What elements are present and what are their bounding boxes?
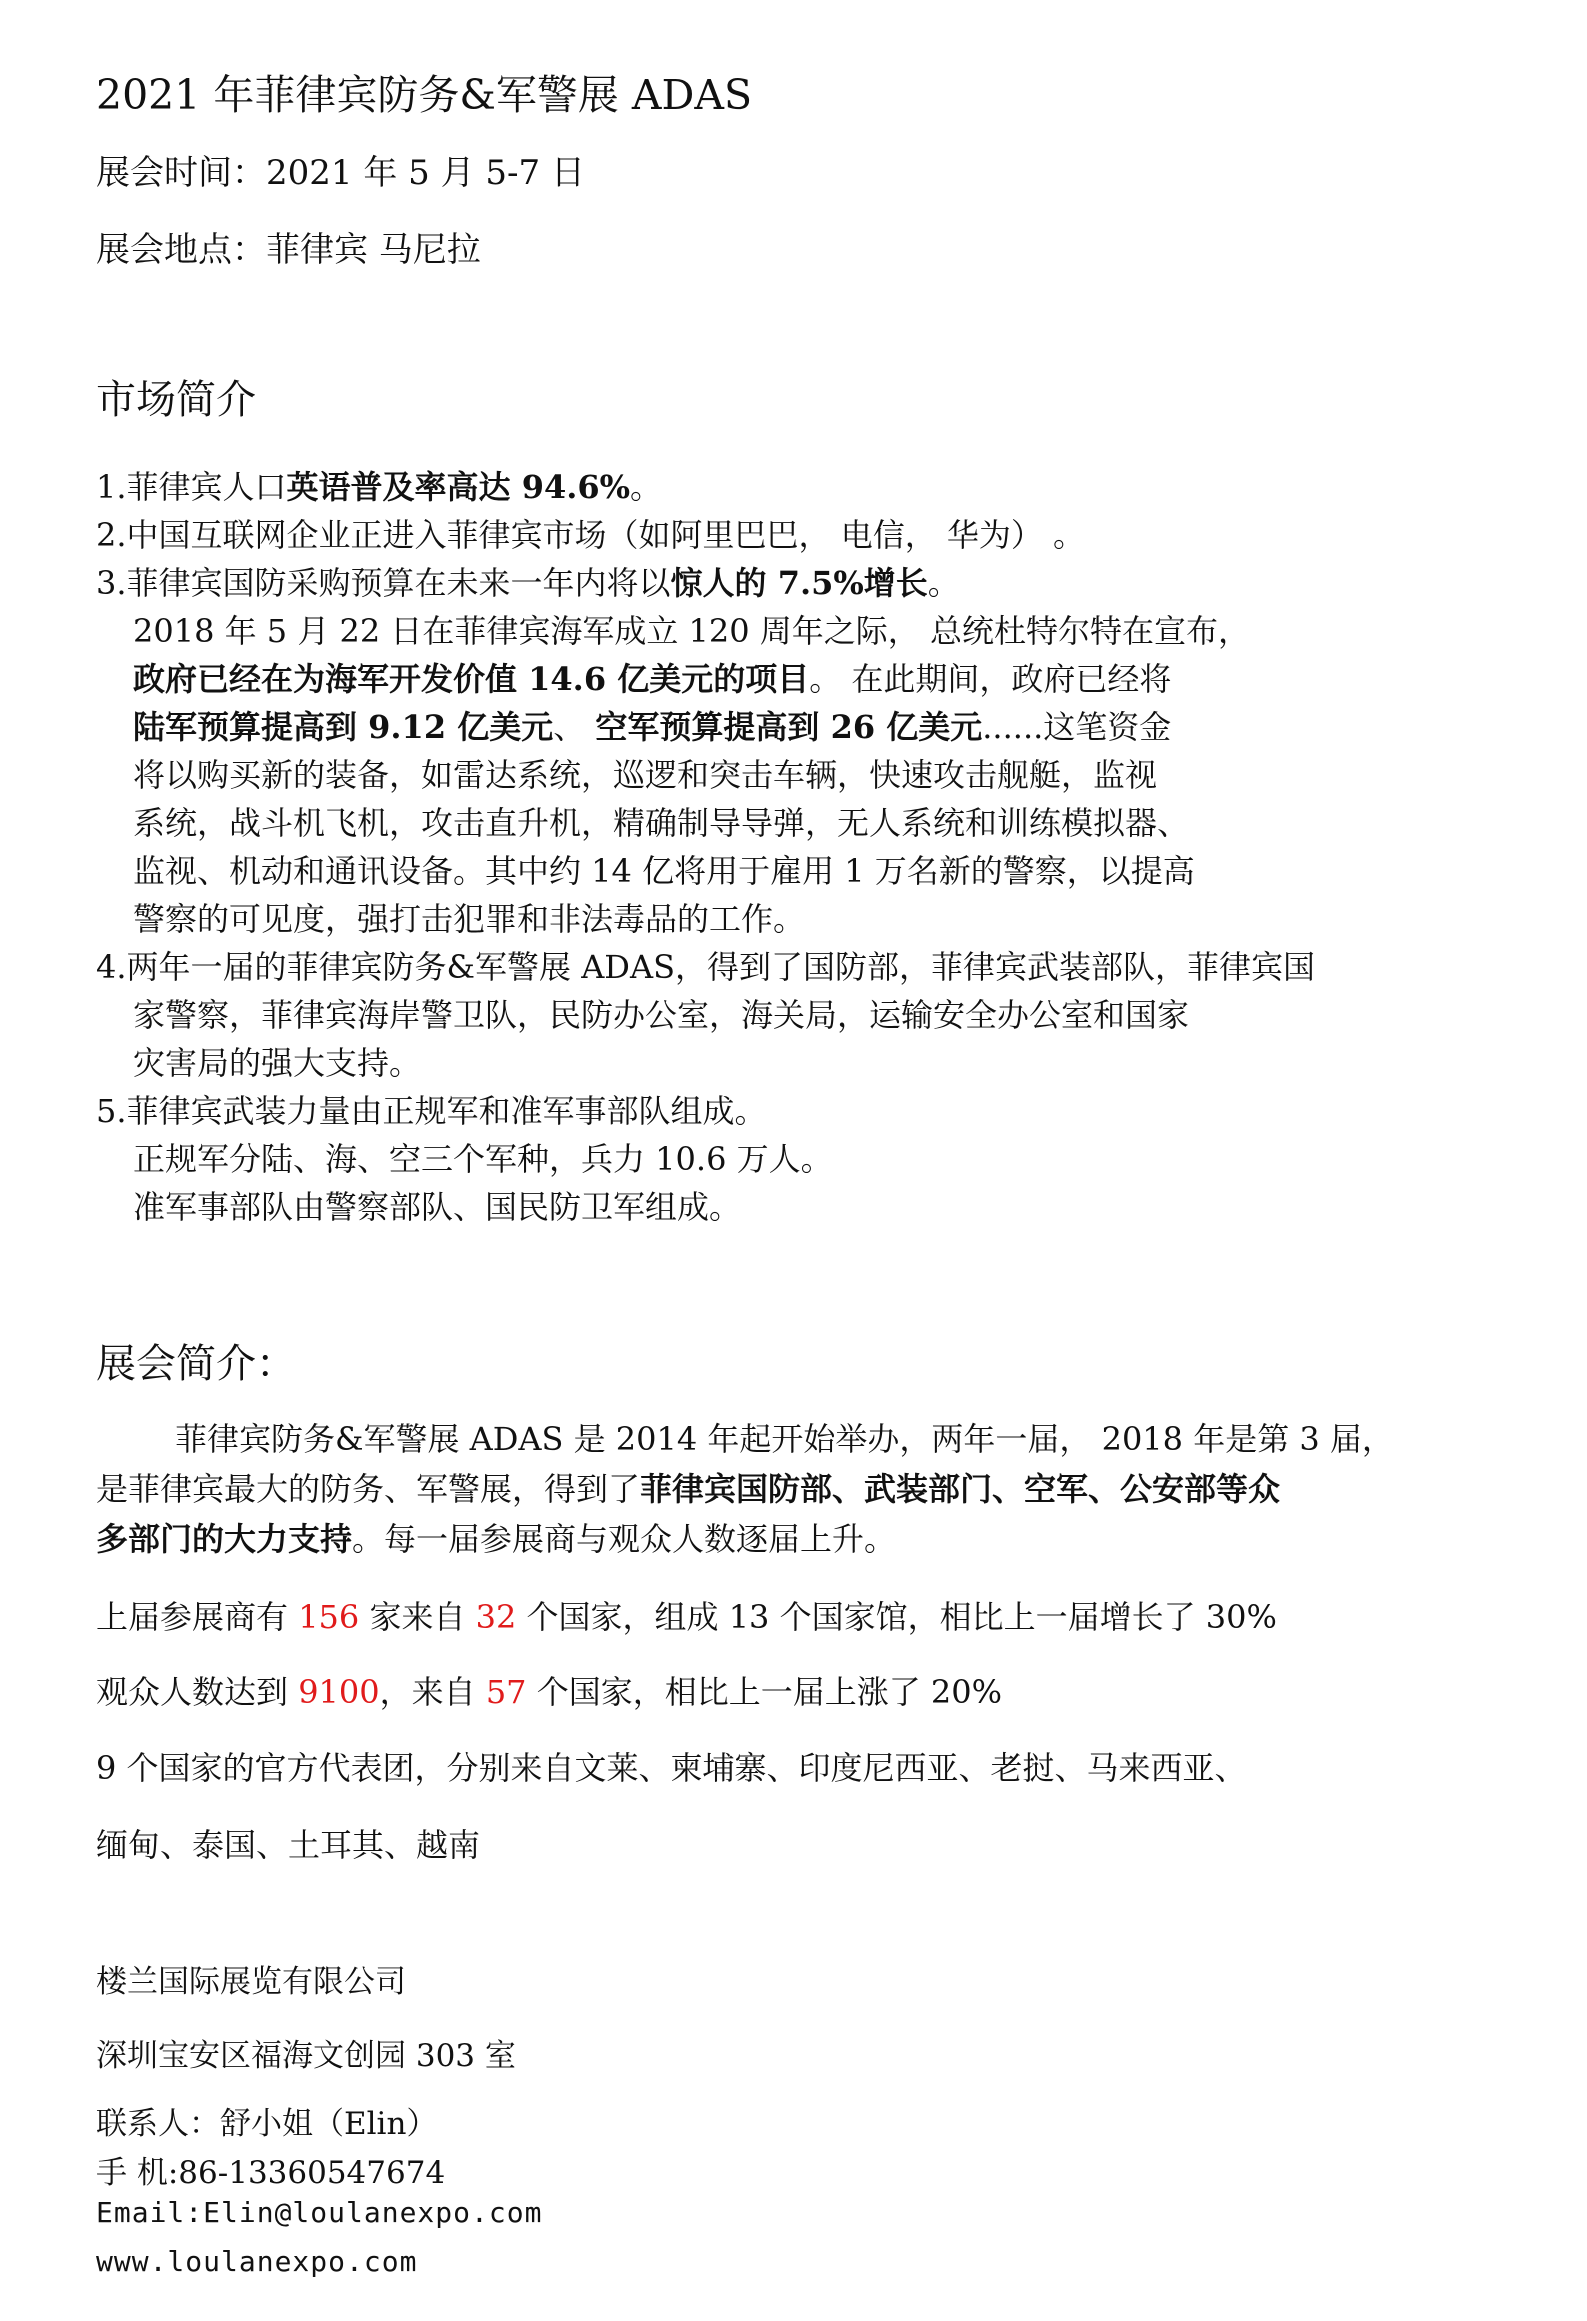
contact-email[interactable]: Email:Elin@loulanexpo.com bbox=[96, 2196, 543, 2229]
text: 是菲律宾最大的防务、军警展，得到了 bbox=[96, 1470, 641, 1508]
expo-location: 展会地点：菲律宾 马尼拉 bbox=[96, 230, 481, 270]
market-point-3-line bbox=[133, 702, 1171, 748]
market-point-4-line: 家警察，菲律宾海岸警卫队，民防办公室，海关局，运输安全办公室和国家 bbox=[133, 996, 1190, 1034]
text: 个国家，相比上一届上涨了 20% bbox=[526, 1673, 1003, 1711]
text: 。 在此期间，政府已经将 bbox=[809, 660, 1172, 698]
delegations-line: 9 个国家的官方代表团，分别来自文莱、柬埔寨、印度尼西亚、老挝、马来西亚、 bbox=[96, 1749, 1247, 1787]
market-point-3-line bbox=[133, 654, 1171, 700]
expo-heading: 展会简介： bbox=[96, 1341, 296, 1387]
market-point-2: 2.中国互联网企业正进入菲律宾市场（如阿里巴巴， 电信， 华为） 。 bbox=[96, 516, 1086, 554]
market-point-1 bbox=[96, 462, 662, 508]
text: 个国家，组成 13 个国家馆，相比上一届增长了 30% bbox=[516, 1598, 1277, 1636]
expo-intro-line bbox=[96, 1464, 1280, 1510]
exhibitor-stats bbox=[96, 1592, 1277, 1638]
market-heading: 市场简介 bbox=[96, 377, 256, 423]
market-point-5-line: 准军事部队由警察部队、国民防卫军组成。 bbox=[133, 1188, 742, 1226]
market-point-4: 4.两年一届的菲律宾防务&军警展 ADAS，得到了国防部，菲律宾武装部队，菲律宾国 bbox=[96, 948, 1315, 986]
bold-text: 政府已经在为海军开发价值 14.6 亿美元的项目 bbox=[133, 660, 810, 698]
expo-time: 展会时间：2021 年 5 月 5-7 日 bbox=[96, 153, 585, 193]
expo-intro-line: 菲律宾防务&军警展 ADAS 是 2014 年起开始举办，两年一届， 2018 年是第 3 届， bbox=[175, 1420, 1394, 1458]
market-point-3-line: 2018 年 5 月 22 日在菲律宾海军成立 120 周年之际， 总统杜特尔特在宣布， bbox=[133, 612, 1250, 650]
text: 。每一届参展商与观众人数逐届上升。 bbox=[352, 1520, 897, 1558]
market-point-4-line: 灾害局的强大支持。 bbox=[133, 1044, 422, 1082]
market-point-3 bbox=[96, 558, 960, 604]
bold-text: 惊人的 7.5%增长 bbox=[670, 564, 928, 602]
company-name: 楼兰国际展览有限公司 bbox=[96, 1964, 406, 2000]
bold-text: 空军预算提高到 26 亿美元 bbox=[595, 708, 983, 746]
visitor-count: 9100 bbox=[298, 1673, 380, 1711]
text: 1.菲律宾人口 bbox=[96, 468, 287, 506]
contact-phone: 手 机:86-13360547674 bbox=[96, 2155, 446, 2191]
text: 、 bbox=[553, 708, 596, 746]
market-point-5: 5.菲律宾武装力量由正规军和准军事部队组成。 bbox=[96, 1092, 767, 1130]
text: 。 bbox=[927, 564, 960, 602]
document-title: 2021 年菲律宾防务&军警展 ADAS bbox=[96, 71, 753, 119]
bold-text: 多部门的大力支持 bbox=[96, 1520, 353, 1558]
company-address: 深圳宝安区福海文创园 303 室 bbox=[96, 2038, 516, 2074]
text: 上届参展商有 bbox=[96, 1598, 299, 1636]
text: ，来自 bbox=[379, 1673, 486, 1711]
text: 家来自 bbox=[359, 1598, 476, 1636]
market-point-3-line: 监视、机动和通讯设备。其中约 14 亿将用于雇用 1 万名新的警察，以提高 bbox=[133, 852, 1195, 890]
visitor-country-count: 57 bbox=[485, 1673, 527, 1711]
expo-intro-line bbox=[96, 1514, 896, 1560]
bold-text: 陆军预算提高到 9.12 亿美元 bbox=[133, 708, 554, 746]
text: 观众人数达到 bbox=[96, 1673, 299, 1711]
bold-text: 英语普及率高达 94.6% bbox=[286, 468, 631, 506]
exhibitor-count: 156 bbox=[298, 1598, 360, 1636]
bold-text: 菲律宾国防部、武装部门、空军、公安部等众 bbox=[640, 1470, 1281, 1508]
text: 。 bbox=[630, 468, 663, 506]
text: ......这笔资金 bbox=[982, 708, 1172, 746]
market-point-3-line: 警察的可见度，强打击犯罪和非法毒品的工作。 bbox=[133, 900, 806, 938]
delegations-line: 缅甸、泰国、土耳其、越南 bbox=[96, 1826, 481, 1864]
text: 3.菲律宾国防采购预算在未来一年内将以 bbox=[96, 564, 671, 602]
contact-website[interactable]: www.loulanexpo.com bbox=[96, 2245, 418, 2278]
visitor-stats bbox=[96, 1667, 1002, 1713]
contact-person: 联系人：舒小姐（Elin） bbox=[96, 2106, 438, 2142]
market-point-3-line: 系统，战斗机飞机，攻击直升机，精确制导导弹，无人系统和训练模拟器、 bbox=[133, 804, 1190, 842]
market-point-3-line: 将以购买新的装备，如雷达系统，巡逻和突击车辆，快速攻击舰艇，监视 bbox=[133, 756, 1158, 794]
country-count: 32 bbox=[475, 1598, 517, 1636]
market-point-5-line: 正规军分陆、海、空三个军种，兵力 10.6 万人。 bbox=[133, 1140, 833, 1178]
